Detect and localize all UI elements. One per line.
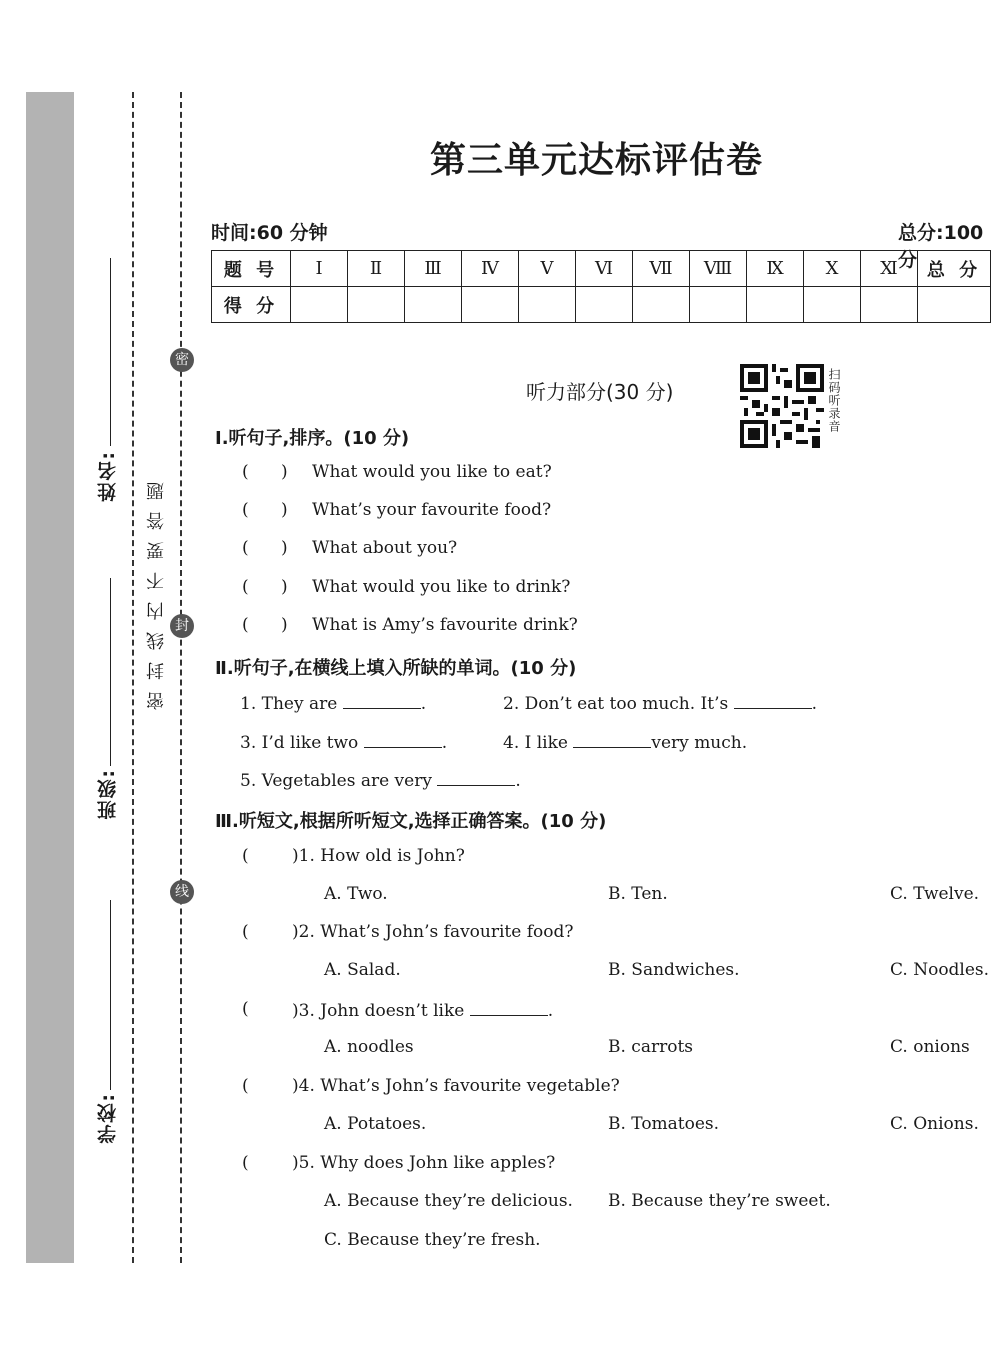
part3-answer-paren[interactable]: ( (242, 922, 282, 942)
score-col-header: Ⅱ (348, 251, 405, 287)
name-label: 姓名: (97, 450, 119, 502)
part3-question-3 (292, 999, 553, 1021)
seal-dashed-line-inner (132, 92, 134, 1263)
question-text: 4. I like (503, 733, 574, 753)
option-a: A. Two. (324, 884, 388, 904)
option-c: C. Because they’re fresh. (324, 1230, 541, 1250)
option-c: C. Twelve. (890, 884, 980, 904)
part1-item: What’s your favourite food? (312, 500, 552, 520)
score-col-header: Ⅷ (690, 251, 747, 287)
score-cell[interactable] (462, 287, 519, 323)
seal-warning: 密封线内不要答题 (146, 470, 167, 710)
qr-code-icon[interactable] (740, 364, 824, 448)
class-label: 班级: (97, 768, 119, 820)
question-text: . (420, 694, 427, 714)
score-cell[interactable] (576, 287, 633, 323)
score-cell[interactable] (861, 287, 918, 323)
question-text: . (515, 771, 521, 791)
score-table-row2-label: 得 分 (212, 287, 291, 323)
part3-answer-paren[interactable]: ( (242, 846, 282, 866)
part1-item: What would you like to drink? (312, 577, 571, 597)
part3-answer-paren[interactable]: ( (242, 1153, 282, 1173)
seal-mark-xian: 线 (170, 880, 194, 904)
score-cell[interactable] (348, 287, 405, 323)
score-cell[interactable] (747, 287, 804, 323)
class-underline (110, 578, 111, 766)
part1-answer-paren[interactable]: ( ) (242, 615, 288, 635)
part1-answer-paren[interactable]: ( ) (242, 500, 288, 520)
score-total-cell[interactable] (918, 287, 991, 323)
part3-question-5: )5. Why does John like apples? (292, 1153, 556, 1173)
name-underline (110, 258, 111, 446)
question-text: . (547, 1001, 554, 1021)
part1-item: What about you? (312, 538, 458, 558)
seal-mark-feng: 封 (170, 614, 194, 638)
score-col-header: Ⅺ (861, 251, 918, 287)
question-text: )3. John doesn’t like (292, 1001, 470, 1021)
part1-answer-paren[interactable]: ( ) (242, 462, 288, 482)
score-col-header: Ⅰ (291, 251, 348, 287)
part3-question-2: )2. What’s John’s favourite food? (292, 922, 574, 942)
answer-blank[interactable] (734, 692, 812, 709)
score-cell[interactable] (291, 287, 348, 323)
score-table-score-row (212, 287, 991, 323)
score-col-header: Ⅳ (462, 251, 519, 287)
answer-blank[interactable] (343, 692, 421, 709)
seal-mark-mi: 密 (170, 348, 194, 372)
question-text: 2. Don’t eat too much. It’s (503, 694, 734, 714)
part2-question-4 (503, 731, 747, 753)
answer-blank[interactable] (573, 731, 651, 748)
part2-title: Ⅱ.听句子,在横线上填入所缺的单词。(10 分) (215, 658, 577, 679)
binding-margin-bar (26, 92, 74, 1263)
total-score: 总分:100 分 (898, 222, 984, 271)
score-table-row1-label: 题 号 (212, 251, 291, 287)
option-a: A. Salad. (324, 960, 401, 980)
score-table (211, 250, 991, 323)
part1-item: What would you like to eat? (312, 462, 552, 482)
question-text: very much. (651, 733, 748, 753)
time-limit: 时间:60 分钟 (211, 222, 328, 244)
option-b: B. Sandwiches. (608, 960, 740, 980)
score-cell[interactable] (690, 287, 747, 323)
qr-caption: 扫码听录音 (827, 368, 841, 433)
part3-title: Ⅲ.听短文,根据所听短文,选择正确答案。(10 分) (215, 811, 607, 832)
seal-dashed-line-outer (180, 92, 182, 1263)
score-col-header: Ⅹ (804, 251, 861, 287)
score-cell[interactable] (405, 287, 462, 323)
option-a: A. Because they’re delicious. (324, 1191, 573, 1211)
option-c: C. Noodles. (890, 960, 990, 980)
option-b: B. Tomatoes. (608, 1114, 720, 1134)
score-col-header: Ⅲ (405, 251, 462, 287)
part2-question-2 (503, 692, 817, 714)
part1-item: What is Amy’s favourite drink? (312, 615, 578, 635)
option-b: B. carrots (608, 1037, 693, 1057)
score-col-header: Ⅸ (747, 251, 804, 287)
question-text: 5. Vegetables are very (240, 771, 438, 791)
listening-section-title: 听力部分(30 分) (526, 380, 674, 404)
question-text: 1. They are (240, 694, 343, 714)
score-table-header-row (212, 251, 991, 287)
page-title: 第三单元达标评估卷 (430, 140, 764, 181)
option-c: C. Onions. (890, 1114, 979, 1134)
part1-answer-paren[interactable]: ( ) (242, 577, 288, 597)
question-text: . (811, 694, 818, 714)
score-total-header: 总 分 (918, 251, 991, 287)
score-cell[interactable] (519, 287, 576, 323)
part3-answer-paren[interactable]: ( (242, 999, 282, 1019)
answer-blank[interactable] (364, 731, 442, 748)
answer-blank[interactable] (470, 999, 548, 1016)
option-a: A. Potatoes. (324, 1114, 427, 1134)
part3-question-4: )4. What’s John’s favourite vegetable? (292, 1076, 620, 1096)
part3-question-1: )1. How old is John? (292, 846, 465, 866)
part2-question-1 (240, 692, 426, 714)
school-label: 学校: (97, 1092, 119, 1144)
score-cell[interactable] (633, 287, 690, 323)
score-col-header: Ⅶ (633, 251, 690, 287)
score-col-header: Ⅵ (576, 251, 633, 287)
part1-answer-paren[interactable]: ( ) (242, 538, 288, 558)
part2-question-3 (240, 731, 447, 753)
part2-question-5 (240, 769, 521, 791)
option-b: B. Because they’re sweet. (608, 1191, 831, 1211)
part3-answer-paren[interactable]: ( (242, 1076, 282, 1096)
score-cell[interactable] (804, 287, 861, 323)
school-underline (110, 900, 111, 1090)
question-text: 3. I’d like two (240, 733, 364, 753)
answer-blank[interactable] (437, 769, 515, 786)
score-col-header: Ⅴ (519, 251, 576, 287)
part1-title: Ⅰ.听句子,排序。(10 分) (215, 428, 410, 449)
option-b: B. Ten. (608, 884, 668, 904)
option-c: C. onions (890, 1037, 970, 1057)
option-a: A. noodles (324, 1037, 414, 1057)
question-text: . (441, 733, 448, 753)
